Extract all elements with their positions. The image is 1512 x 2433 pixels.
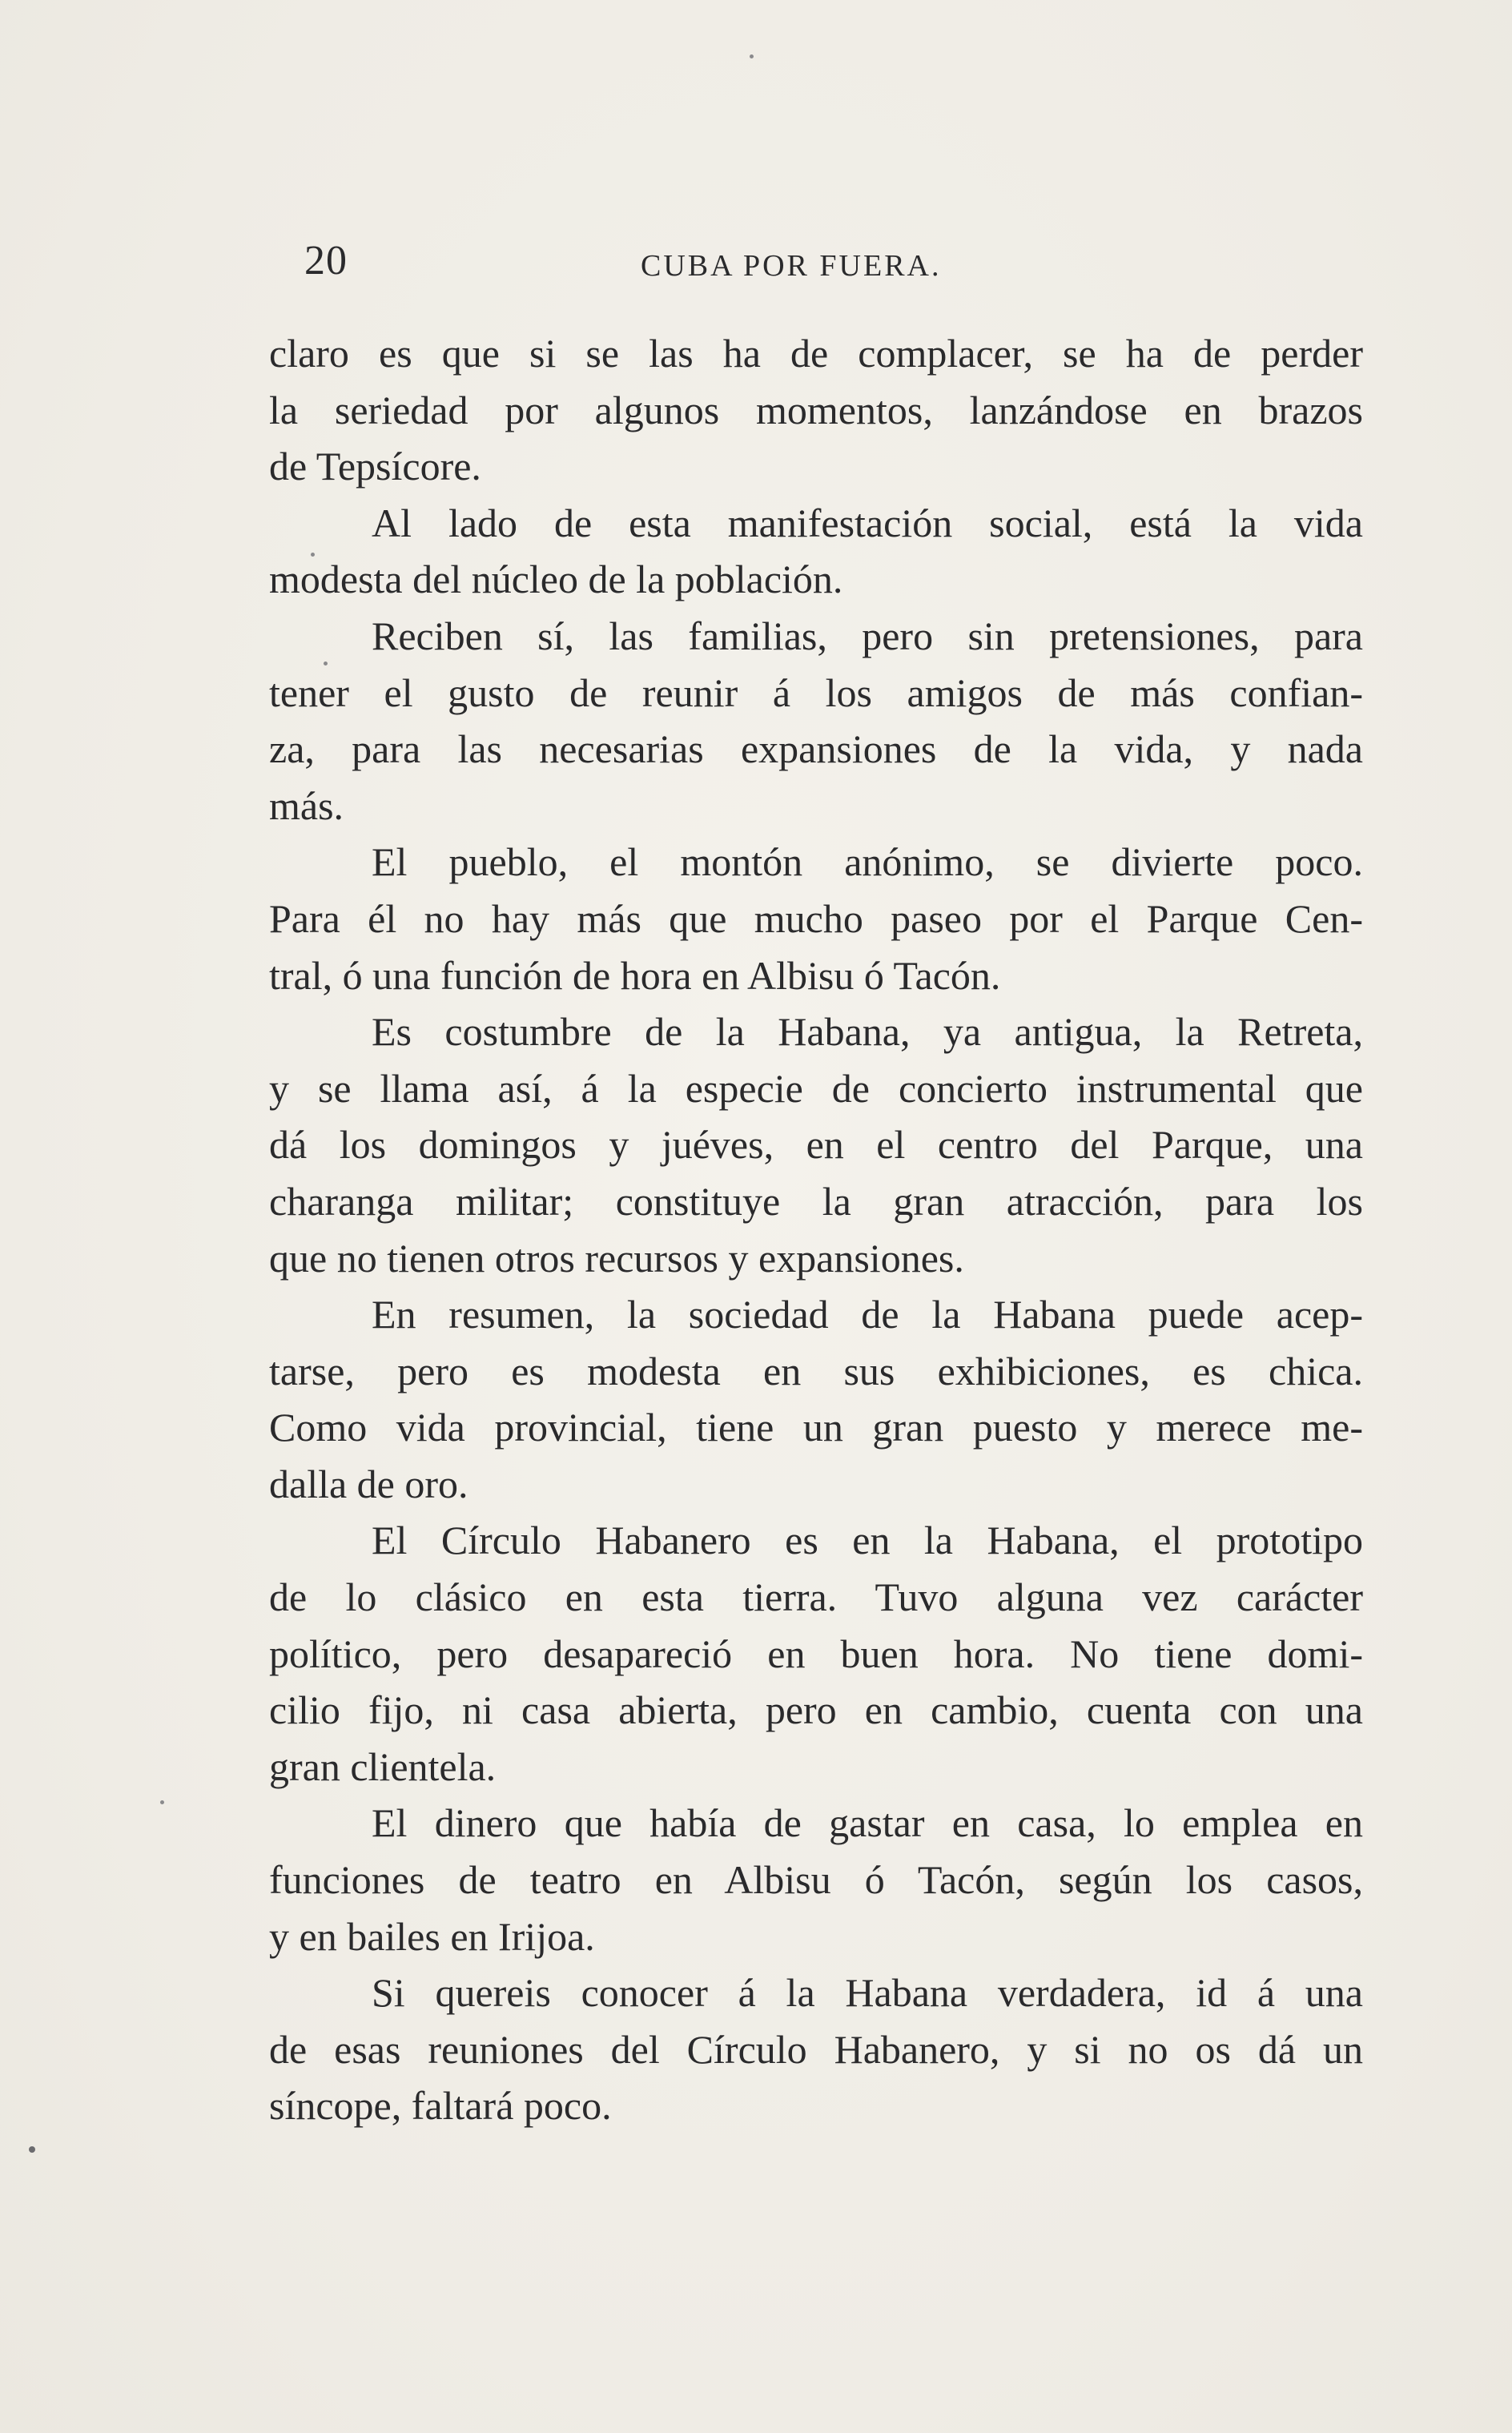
text-line: dá los domingos y juéves, en el centro del Parque, una [269,1122,1363,1168]
text-line: tarse, pero es modesta en sus exhibiciones, es chica. [269,1348,1363,1393]
text-line: gran clientela. [269,1743,497,1789]
text-line: En resumen, la sociedad de la Habana puede acep- [372,1292,1363,1337]
text-line: El Círculo Habanero es en la Habana, el prototipo [372,1518,1363,1563]
print-speck [29,2146,35,2153]
text-line: funciones de teatro en Albisu ó Tacón, según los casos, [269,1857,1363,1903]
text-line: dalla de oro. [269,1461,468,1506]
text-line: y en bailes en Irijoa. [269,1913,595,1959]
text-line: za, para las necesarias expansiones de la vida, y nada [269,726,1363,772]
text-line: de lo clásico en esta tierra. Tuvo alguna vez carácter [269,1574,1363,1620]
text-line: Si quereis conocer á la Habana verdadera, id á una [372,1970,1363,2016]
print-speck [160,1800,164,1804]
page-number: 20 [304,238,348,284]
print-speck [324,662,328,666]
text-line: que no tienen otros recursos y expansiones. [269,1235,964,1281]
text-line: Es costumbre de la Habana, ya antigua, la Retreta, [372,1009,1363,1055]
running-title: CUBA POR FUERA. [641,249,942,283]
text-line: síncope, faltará poco. [269,2083,612,2129]
text-line: más. [269,782,344,828]
text-line: Reciben sí, las familias, pero sin pretensiones, para [372,613,1363,658]
text-line: charanga militar; constituye la gran atracción, para los [269,1178,1363,1224]
text-line: y se llama así, á la especie de concierto instrumental que [269,1065,1363,1111]
text-line: tener el gusto de reunir á los amigos de más confian- [269,670,1363,715]
text-line: Para él no hay más que mucho paseo por el Parque Cen- [269,895,1363,941]
body-text [269,325,1363,2134]
text-line: cilio fijo, ni casa abierta, pero en cambio, cuenta con una [269,1687,1363,1733]
text-line: El dinero que había de gastar en casa, lo emplea en [372,1800,1363,1846]
text-line: claro es que si se las ha de complacer, se ha de perder [269,331,1363,376]
text-line: de Tepsícore. [269,444,481,489]
text-line: modesta del núcleo de la población. [269,557,843,602]
text-line: la seriedad por algunos momentos, lanzándose en brazos [269,387,1363,432]
text-line: Al lado de esta manifestación social, está la vida [372,500,1363,545]
text-line: político, pero desapareció en buen hora. No tiene domi- [269,1631,1363,1676]
print-speck [750,54,754,58]
text-line: Como vida provincial, tiene un gran puesto y merece me- [269,1405,1363,1450]
page-header [304,232,1361,290]
text-line: tral, ó una función de hora en Albisu ó Tacón. [269,952,1001,998]
print-speck [311,553,315,557]
text-line: El pueblo, el montón anónimo, se divierte poco. [372,839,1363,885]
text-line: de esas reuniones del Círculo Habanero, y si no os dá un [269,2026,1363,2072]
